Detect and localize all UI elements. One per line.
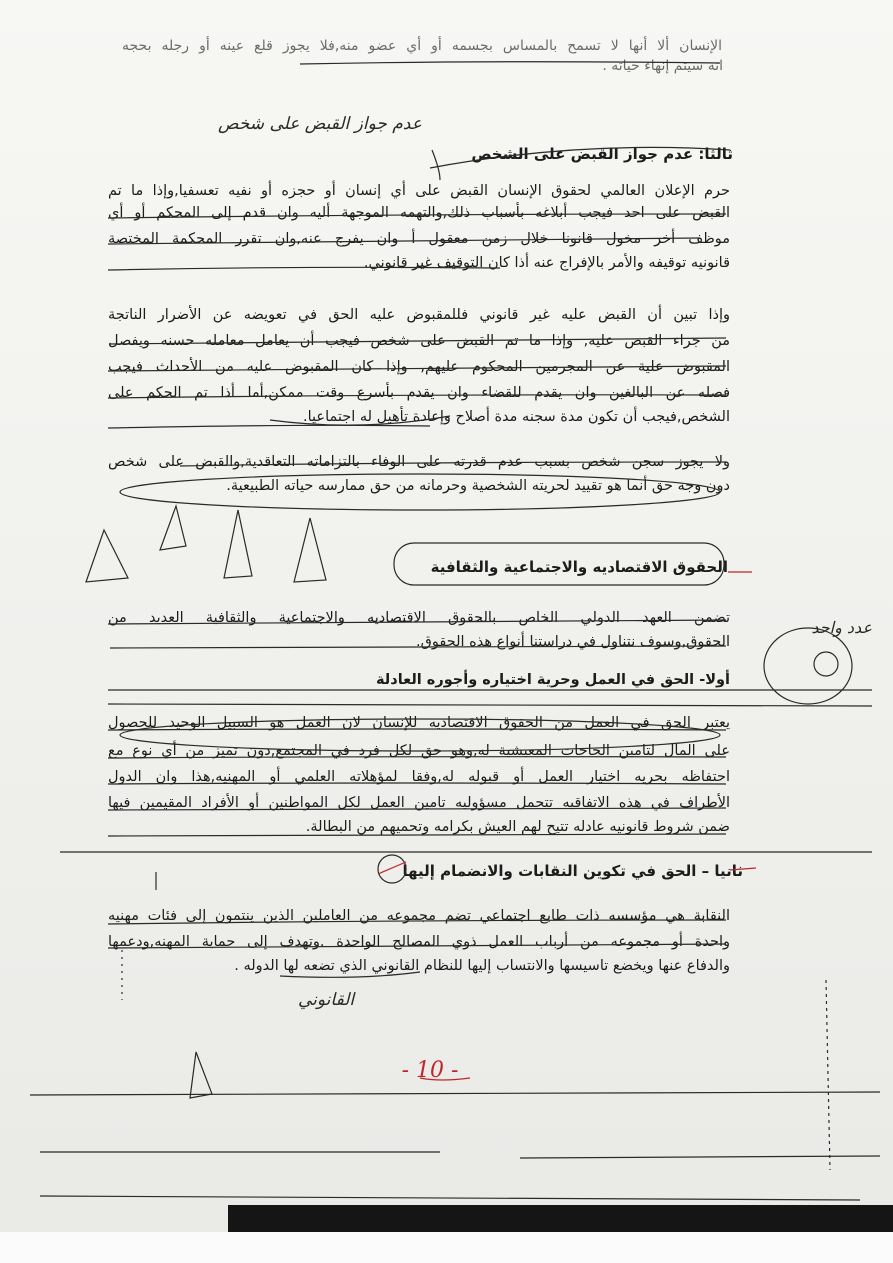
oval-para3: [120, 474, 720, 510]
unions-para-line-1: النقابة هي مؤسسه ذات طابع اجتماعي تضم مجموعه من العاملين الذين ينتمون إلى فئات مهنيه: [108, 908, 730, 924]
unions-para-line-2: واحدة أو مجموعه من أرباب العمل ذوي المصالح الواحدة .وتهدف إلى حماية المهنه,ودعمها: [108, 934, 730, 950]
circle-unions: [378, 855, 406, 883]
rights-para1-line-2: الحقوق,وسوف نتناول في دراستنا أنواع هذه الحقوق.: [416, 634, 730, 650]
cone-doodle-2: [224, 510, 252, 578]
arrest-para3-line-2: دون وجه حق أنما هو تقييد لحريته الشخصية وحرمانه من حق ممارسه حياته الطبيعية.: [226, 478, 730, 494]
cone-doodle-5: [190, 1052, 212, 1098]
heading-box-rights: [394, 543, 724, 585]
cone-doodle-3: [294, 518, 326, 582]
arrest-para2-line-1: وإذا تبين أن القبض عليه غير قانوني فللمقبوض عليه الحق في تعويضه عن الأضرار الناتجة: [108, 307, 730, 323]
work-para-line-4: الأطراف في هذه الاتفاقيه تتحمل مسؤوليه تامين العمل لكل المواطنين أو الأفراد المقيمين فيها: [108, 795, 730, 811]
top-note-line-2: انه سيتم إنهاء حياته .: [602, 58, 723, 74]
heading-bracket: [430, 147, 730, 180]
side-circle: [764, 628, 852, 704]
scan-shadow: [228, 1205, 893, 1235]
arrest-para2-line-2: من جراء القبض عليه, وإذا ما تم القبض على شخص فيجب أن يعامل معامله حسنه ويفصل: [108, 333, 730, 349]
arrest-para1-line-1: حرم الإعلان العالمي لحقوق الإنسان القبض على أي إنسان أو حجزه أو نفيه تعسفيا,وإذا ما تم: [108, 183, 730, 199]
cone-doodle-4: [86, 530, 128, 582]
subheading-unions: ثانيا – الحق في تكوين النقابات والانضمام إليها: [402, 862, 743, 880]
arrest-para1-line-2: القبض على احد فيجب أبلاغه بأسباب ذلك,والتهمه الموجهة أليه وان قدم إلى المحكم أو أي: [108, 205, 730, 221]
work-para-line-2: على المال لتامين الحاجات المعيشية له,وهو حق لكل فرد في المجتمع,دون تميز من أي نوع مع: [108, 743, 730, 759]
oval-work-1: [120, 719, 720, 751]
arrest-para1-line-3: موظف أخر مخول قانونا خلال زمن معقول أ وان يفرج عنه,وان تقرر المحكمة المختصة: [108, 231, 730, 247]
unions-para-line-3: والدفاع عنها ويخضع تاسيسها والانتساب إليها للنظام القانوني الذي تضعه لها الدوله .: [234, 958, 730, 974]
arrest-para2-line-3: المقبوض علية عن المجرمين المحكوم عليهم, وإذا كان المقبوض عليه من الأحداث فيجب: [108, 359, 730, 375]
work-para-line-1: يعتبر الحق في العمل من الحقوق الاقتصاديه للإنسان لان العمل هو السبيل الوحيد للحصول: [108, 715, 730, 731]
section-heading-arrest: ثالثا: عدم جواز القبض على الشخص: [471, 145, 733, 163]
handwritten-annotation-top: عدم جواز القبض على شخص: [218, 114, 422, 134]
subheading-right-to-work: أولا- الحق في العمل وحرية اختياره وأجوره العادلة: [376, 672, 730, 688]
rights-para1-line-1: تضمن العهد الدولي الخاص بالحقوق الاقتصاديه والاجتماعية والثقافية العديد من: [108, 610, 730, 626]
rule-under-subheading: [108, 704, 872, 706]
scan-edge: [0, 1232, 893, 1263]
top-note-line-1: الإنسان ألا أنها لا تسمح بالمساس بجسمه أو أي عضو منه,فلا يجوز قلع عينه أو رجله بحجه: [122, 38, 722, 54]
handwritten-word-law: القانوني: [298, 990, 355, 1010]
handwritten-side-note: عدد واحد: [811, 618, 872, 637]
cone-doodle-1: [160, 506, 186, 550]
arrest-para2-line-4: فصله عن البالغين وان يقدم للقضاء وان يقدم بأسرع وقت ممكن,أما أذا تم الحكم على: [108, 385, 730, 401]
arrest-para3-line-1: ولا يجوز سجن شخص بسبب عدم قدرته على الوفاء بالتزاماته التعاقدية,والقبض على شخص: [108, 454, 730, 470]
work-para-line-3: احتفاظه بحريه اختيار العمل أو قبوله له,وفقا لمؤهلاته العلمي أو المهنيه,هذا وان الدول: [108, 769, 730, 785]
work-para-line-5: ضمن شروط قانونيه عادله تتيح لهم العيش بكرامه وتحميهم من البطالة.: [305, 819, 730, 835]
page-number: - 10 -: [401, 1058, 459, 1083]
underline-top: [300, 62, 720, 64]
section-heading-rights: الحقوق الاقتصاديه والاجتماعية والثقافية: [430, 558, 728, 576]
arrest-para1-line-4: قانونيه توقيفه والأمر بالإفراج عنه أذا كان التوقيف غير قانوني.: [363, 255, 730, 271]
arrest-para2-line-5: الشخص,فيجب أن تكون مدة سجنه مدة أصلاح وإعادة تأهيل له اجتماعيا.: [303, 409, 730, 425]
